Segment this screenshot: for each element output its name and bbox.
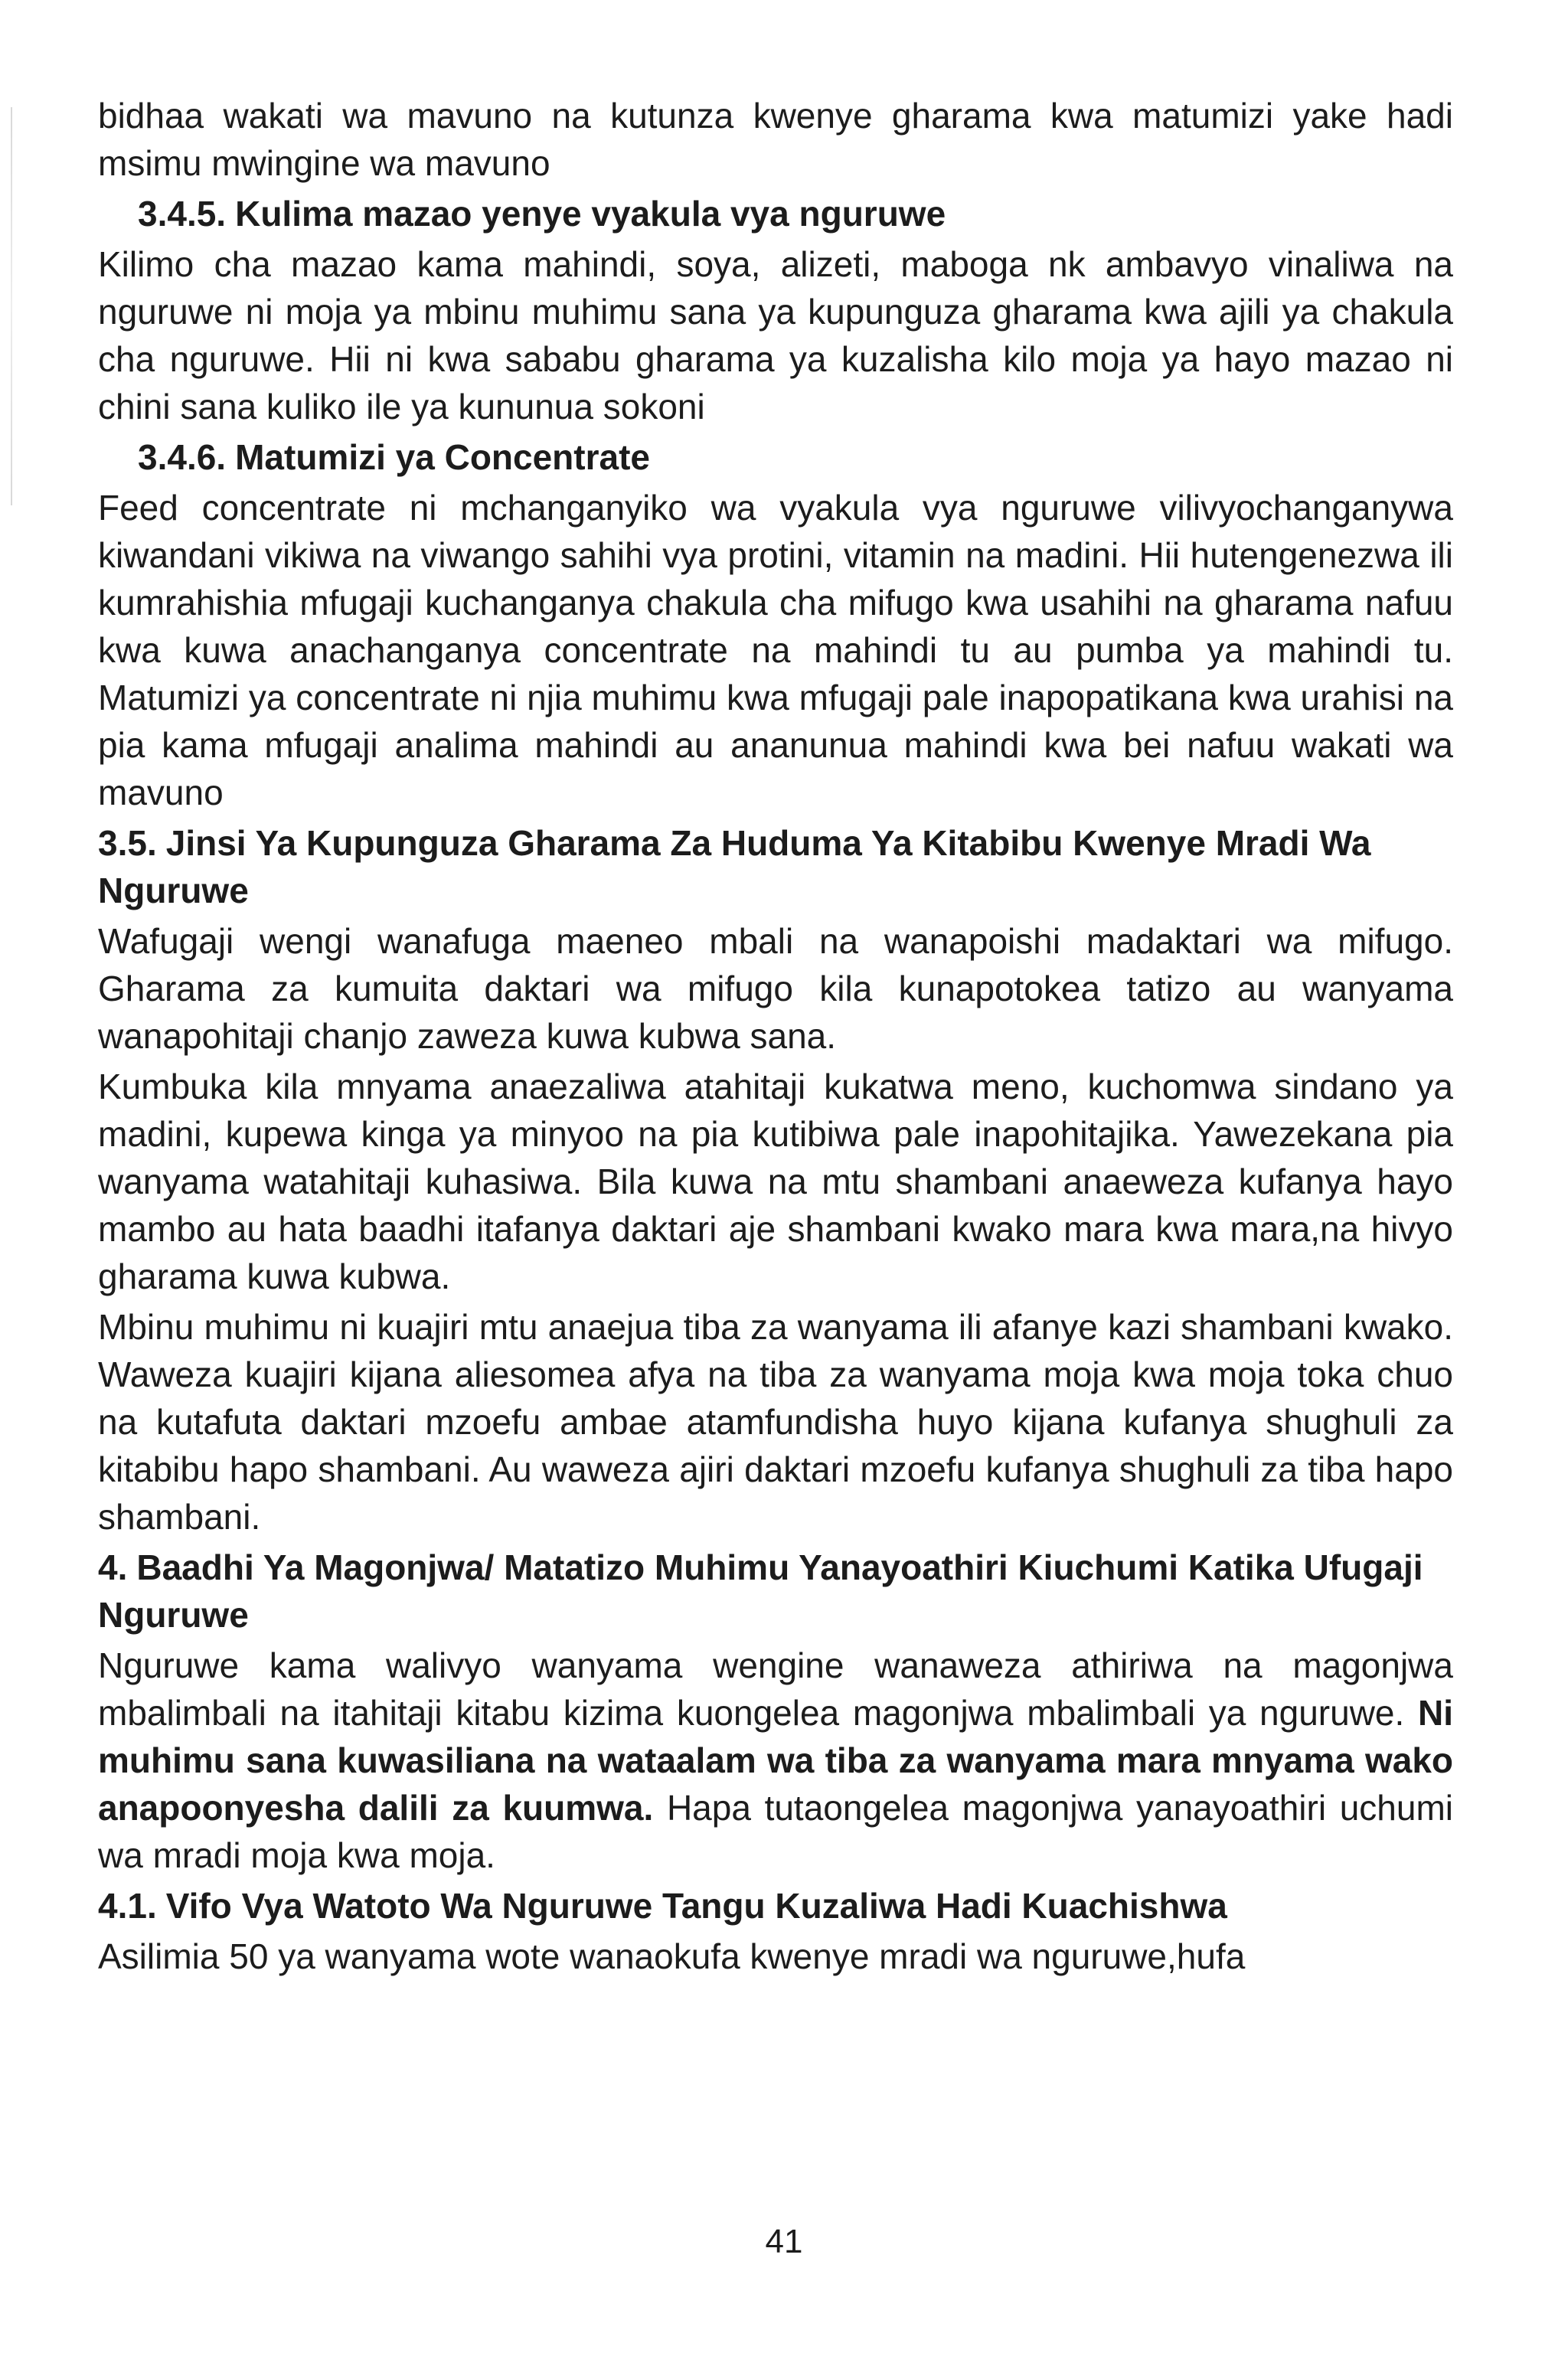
paragraph-hire-vet: Mbinu muhimu ni kuajiri mtu anaejua tiba za wanyama ili afanye kazi shambani kwako. Waweza kuajiri kijana aliesomea afya na tiba za wanyama moja kwa moja toka chuo na kutafuta daktari mzoefu ambae atamfundisha huyo kijana kufanya shughuli za kitabibu hapo shambani. Au waweza ajiri daktari mzoefu kufanya shughuli za tiba hapo shambani.: [98, 1307, 1453, 1537]
paragraph-crop-farming: Kilimo cha mazao kama mahindi, soya, alizeti, maboga nk ambavyo vinaliwa na nguruwe ni moja ya mbinu muhimu sana ya kupunguza gharama kwa ajili ya chakula cha nguruwe. Hii ni kwa sababu gharama ya kuzalisha kilo moja ya hayo mazao ni chini sana kuliko ile ya kununua sokoni: [98, 244, 1453, 426]
section-heading-3-4-6: [98, 433, 1453, 481]
section-number: 3.4.6.: [138, 437, 227, 477]
section-number: 3.4.5.: [138, 194, 227, 234]
section-heading-4: [98, 1544, 1453, 1639]
section-heading-3-4-5: [98, 190, 1453, 237]
section-title: Matumizi ya Concentrate: [235, 437, 650, 477]
paragraph-piglet-mortality: Asilimia 50 ya wanyama wote wanaokufa kwenye mradi wa nguruwe,hufa: [98, 1936, 1246, 1976]
section-number: 3.5.: [98, 823, 157, 863]
section-title: Baadhi Ya Magonjwa/ Matatizo Muhimu Yanayoathiri Kiuchumi Katika Ufugaji Nguruwe: [98, 1547, 1423, 1635]
page-number: 41: [765, 2223, 803, 2260]
paragraph-concentrate: Feed concentrate ni mchanganyiko wa vyakula vya nguruwe vilivyochanganywa kiwandani vikiwa na viwango sahihi vya protini, vitamin na madini. Hii hutengenezwa ili kumrahishia mfugaji kuchanganya chakula cha mifugo kwa usahihi na gharama nafuu kwa kuwa anachanganya concentrate na mahindi tu au pumba ya mahindi tu. Matumizi ya concentrate ni njia muhimu kwa mfugaji pale inapopatikana kwa urahisi na pia kama mfugaji analima mahindi au ananunua mahindi kwa bei nafuu wakati wa mavuno: [98, 488, 1453, 812]
section-title: Jinsi Ya Kupunguza Gharama Za Huduma Ya Kitabibu Kwenye Mradi Wa Nguruwe: [98, 823, 1371, 910]
paragraph-text: Nguruwe kama walivyo wanyama wengine wanaweza athiriwa na magonjwa mbalimbali na itahitaji kitabu kizima kuongelea magonjwa mbalimbali ya nguruwe.: [98, 1645, 1453, 1733]
section-heading-4-1: [98, 1882, 1453, 1930]
emphasis-text: Ni muhimu sana kuwasiliana na wataalam wa tiba za wanyama mara mnyama wako anapoonyesha dalili za kuumwa.: [98, 1693, 1453, 1828]
paragraph-remember: Kumbuka kila mnyama anaezaliwa atahitaji kukatwa meno, kuchomwa sindano ya madini, kupewa kinga ya minyoo na pia kutibiwa pale inapohitajika. Yawezekana pia wanyama watahitaji kuhasiwa. Bila kuwa na mtu shambani anaeweza kufanya hayo mambo au hata baadhi itafanya daktari aje shambani kwako mara kwa mara,na hivyo gharama kuwa kubwa.: [98, 1067, 1453, 1296]
section-title: Vifo Vya Watoto Wa Nguruwe Tangu Kuzaliwa Hadi Kuachishwa: [165, 1886, 1227, 1926]
paragraph-text: Hapa tutaongelea magonjwa yanayoathiri uchumi wa mradi moja kwa moja.: [98, 1788, 1453, 1875]
paragraph-vet-costs: Wafugaji wengi wanafuga maeneo mbali na wanapoishi madaktari wa mifugo. Gharama za kumuita daktari wa mifugo kila kunapotokea tatizo au wanyama wanapohitaji chanjo zaweza kuwa kubwa sana.: [98, 921, 1453, 1056]
section-number: 4.: [98, 1547, 128, 1587]
section-heading-3-5: [98, 819, 1453, 914]
scan-edge-shadow: [11, 107, 12, 505]
page-content: [98, 92, 1453, 1983]
section-title: Kulima mazao yenye vyakula vya nguruwe: [235, 194, 946, 234]
section-number: 4.1.: [98, 1886, 157, 1926]
paragraph-continued: bidhaa wakati wa mavuno na kutunza kwenye gharama kwa matumizi yake hadi msimu mwingine wa mavuno: [98, 96, 1453, 183]
paragraph-diseases: [98, 1642, 1453, 1879]
